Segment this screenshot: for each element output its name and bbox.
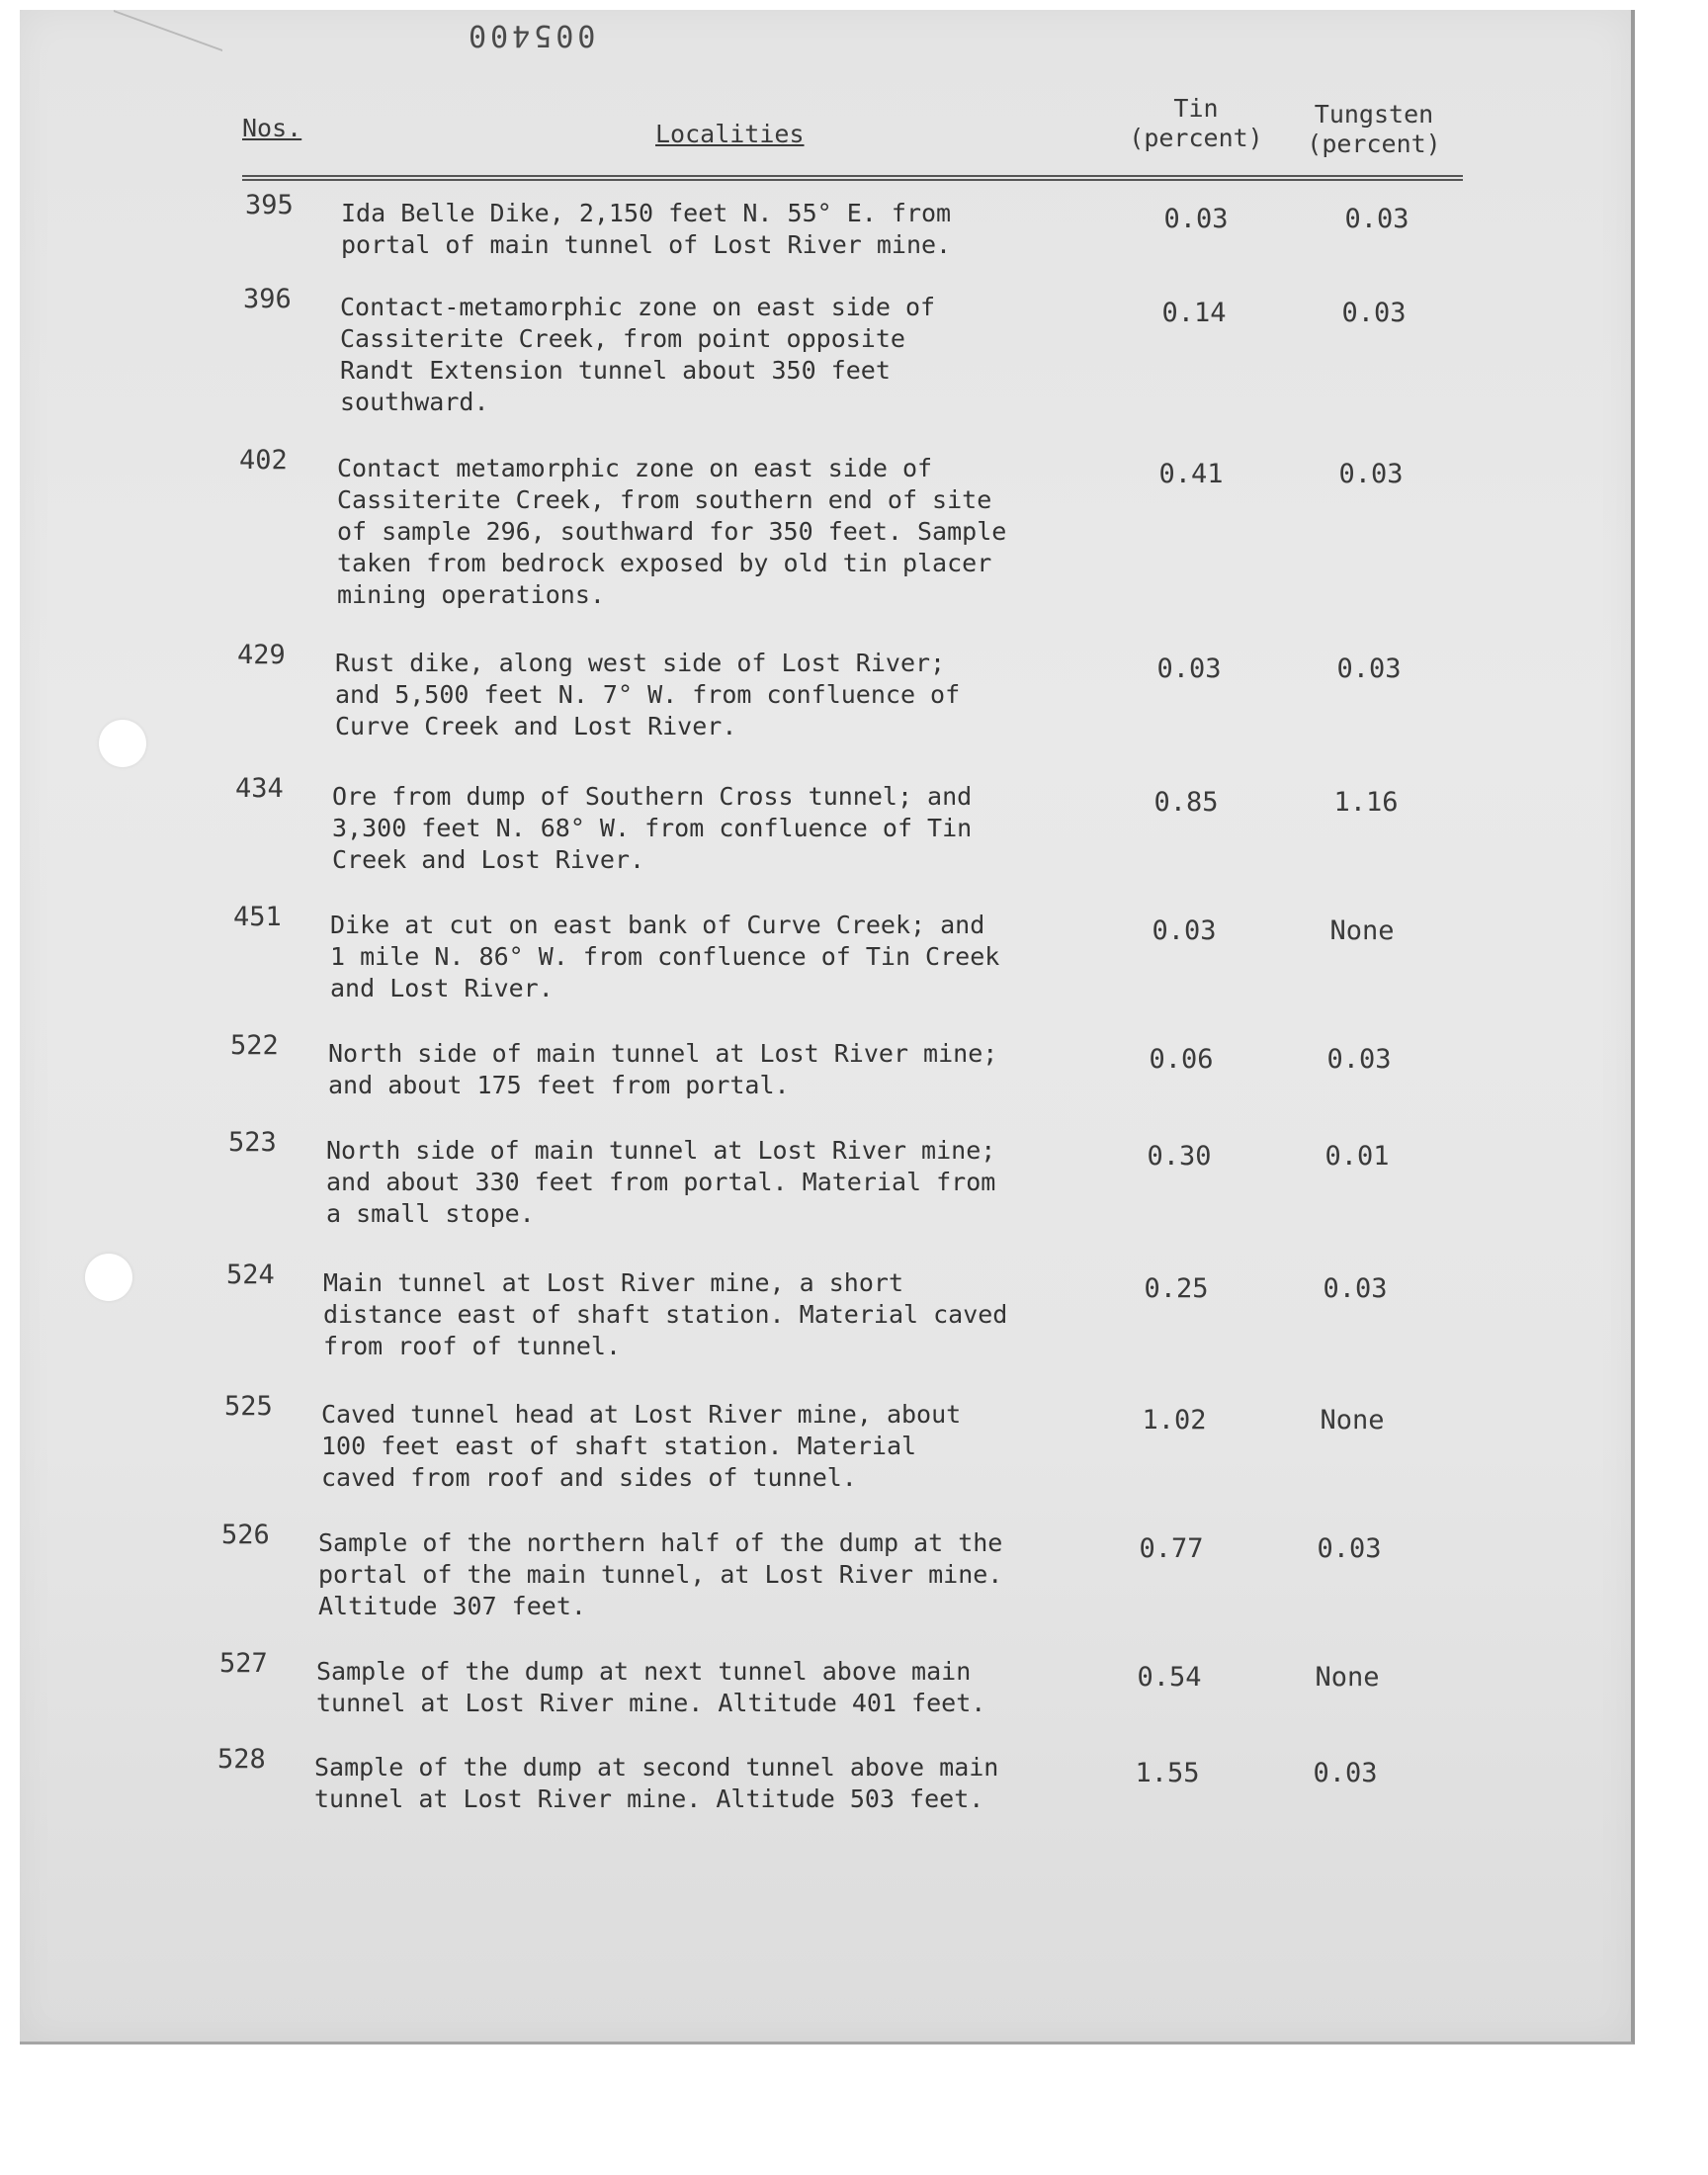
- tin-percent: 1.55: [1135, 1758, 1200, 1788]
- header-localities: Localities: [655, 120, 805, 148]
- tin-percent: 1.02: [1142, 1405, 1207, 1436]
- sample-locality: Ore from dump of Southern Cross tunnel; and 3,300 feet N. 68° W. from confluence of Tin Creek and Lost River.: [332, 782, 973, 874]
- tin-percent: 0.03: [1152, 915, 1217, 946]
- sample-number: 524: [226, 1260, 275, 1290]
- tin-percent: 0.03: [1156, 653, 1222, 684]
- table-header: [242, 94, 1463, 181]
- tungsten-percent: None: [1320, 1405, 1385, 1436]
- tungsten-percent: 0.03: [1313, 1758, 1378, 1788]
- sample-locality: North side of main tunnel at Lost River mine; and about 175 feet from portal.: [328, 1039, 998, 1099]
- tungsten-percent: 0.03: [1338, 459, 1404, 489]
- header-nos: Nos.: [242, 114, 302, 142]
- tungsten-percent: None: [1315, 1662, 1380, 1693]
- tin-percent: 0.14: [1161, 298, 1227, 328]
- tungsten-percent: 0.03: [1317, 1533, 1382, 1564]
- page-corner-fold: [114, 10, 222, 91]
- tin-percent: 0.54: [1137, 1662, 1202, 1693]
- punch-hole-bottom: [85, 1254, 132, 1301]
- tin-percent: 0.85: [1153, 787, 1219, 818]
- tin-percent: 0.30: [1147, 1141, 1212, 1172]
- tin-percent: 0.25: [1144, 1273, 1209, 1304]
- sample-locality: Contact-metamorphic zone on east side of Cassiterite Creek, from point opposite Randt Extension tunnel about 350 feet southward.: [340, 293, 936, 416]
- sample-locality: Sample of the dump at next tunnel above main tunnel at Lost River mine. Altitude 401 feet.: [316, 1657, 986, 1717]
- tungsten-percent: 0.03: [1341, 298, 1407, 328]
- sample-number: 429: [237, 640, 286, 670]
- header-tin: Tin (percent): [1129, 94, 1263, 152]
- sample-number: 523: [228, 1127, 277, 1158]
- tungsten-percent: 0.03: [1344, 204, 1409, 234]
- sample-number: 525: [224, 1391, 273, 1422]
- sample-locality: Caved tunnel head at Lost River mine, about 100 feet east of shaft station. Material caved from roof and sides of tunnel.: [321, 1400, 962, 1492]
- sample-number: 451: [233, 902, 282, 932]
- sample-locality: Sample of the northern half of the dump at the portal of the main tunnel, at Lost River mine. Altitude 307 feet.: [318, 1528, 1003, 1620]
- sample-number: 434: [235, 773, 284, 804]
- sample-locality: Dike at cut on east bank of Curve Creek; and 1 mile N. 86° W. from confluence of Tin Creek and Lost River.: [330, 911, 1000, 1002]
- tungsten-percent: None: [1329, 915, 1395, 946]
- tungsten-percent: 0.01: [1324, 1141, 1390, 1172]
- tin-percent: 0.06: [1149, 1044, 1214, 1075]
- tin-percent: 0.03: [1163, 204, 1229, 234]
- sample-number: 395: [245, 190, 294, 220]
- tungsten-percent: 0.03: [1323, 1273, 1388, 1304]
- sample-number: 522: [230, 1030, 279, 1061]
- tungsten-percent: 0.03: [1336, 653, 1402, 684]
- sample-number: 526: [221, 1520, 270, 1550]
- tungsten-percent: 0.03: [1326, 1044, 1392, 1075]
- header-tungsten: Tungsten (percent): [1307, 100, 1441, 158]
- sample-locality: Sample of the dump at second tunnel above main tunnel at Lost River mine. Altitude 503 feet.: [314, 1753, 999, 1813]
- punch-hole-top: [99, 720, 146, 767]
- sample-locality: Contact metamorphic zone on east side of Cassiterite Creek, from southern end of site of sample 296, southward for 350 feet. Sample taken from bedrock exposed by old tin placer mining operations.: [337, 454, 1007, 609]
- sample-locality: North side of main tunnel at Lost River mine; and about 330 feet from portal. Material from a small stope.: [326, 1136, 996, 1228]
- tungsten-percent: 1.16: [1333, 787, 1399, 818]
- sample-number: 527: [219, 1648, 268, 1679]
- sample-locality: Ida Belle Dike, 2,150 feet N. 55° E. from portal of main tunnel of Lost River mine.: [341, 199, 952, 259]
- sample-number: 396: [243, 284, 292, 314]
- sample-locality: Rust dike, along west side of Lost River; and 5,500 feet N. 7° W. from confluence of Curve Creek and Lost River.: [335, 649, 961, 740]
- sample-number: 528: [217, 1744, 266, 1775]
- sample-number: 402: [239, 445, 288, 476]
- sample-locality: Main tunnel at Lost River mine, a short distance east of shaft station. Material caved from roof of tunnel.: [323, 1268, 1008, 1360]
- tin-percent: 0.77: [1139, 1533, 1204, 1564]
- document-stamp-number: 005400: [465, 18, 596, 52]
- tin-percent: 0.41: [1158, 459, 1224, 489]
